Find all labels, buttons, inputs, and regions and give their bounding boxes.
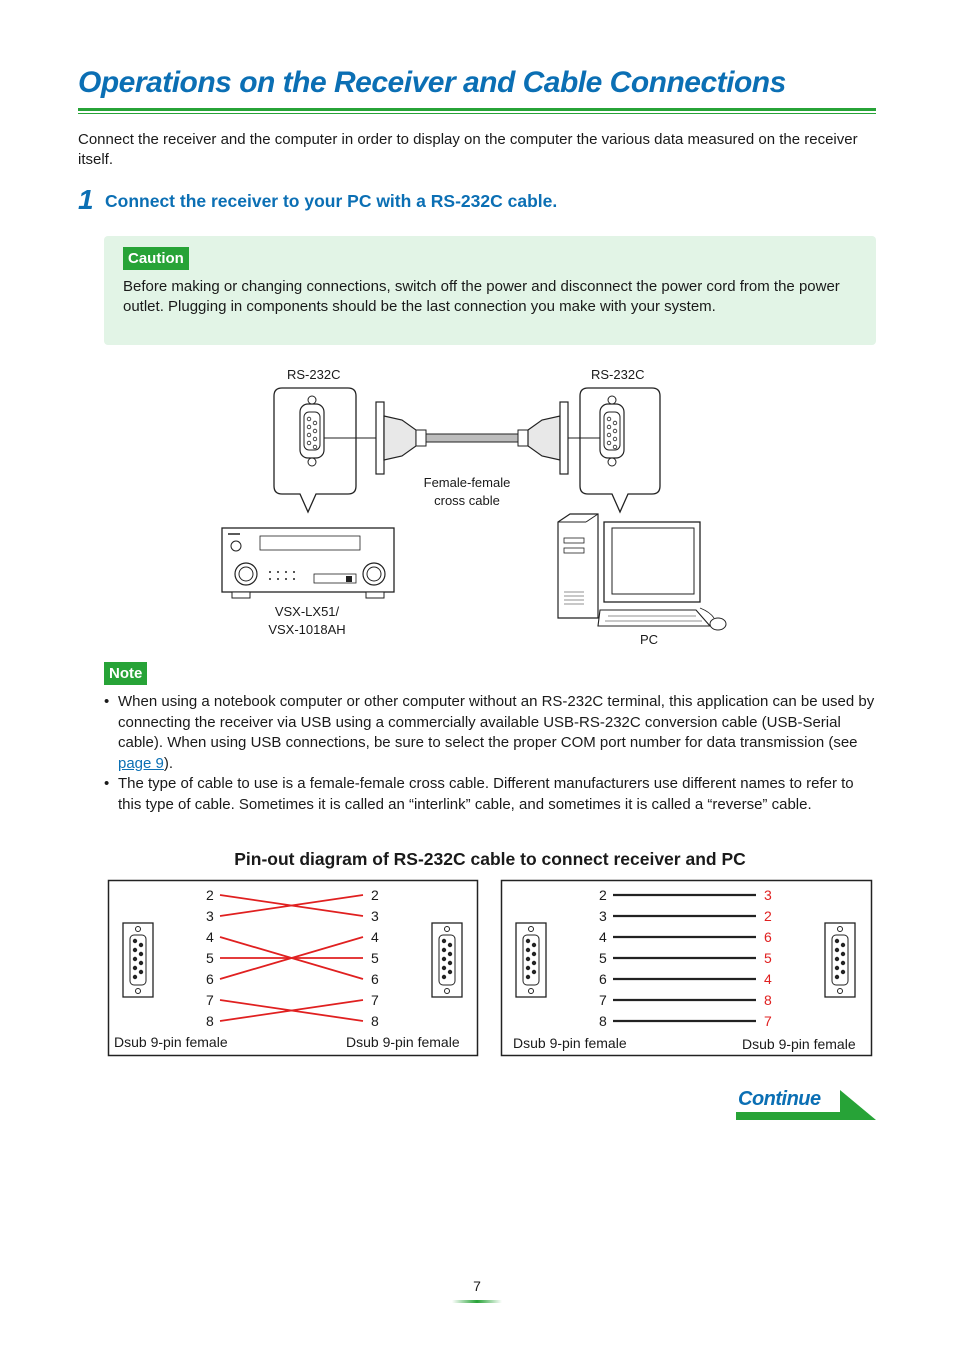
cable-label-line1: Female-female [423,475,511,490]
bullet: • [104,775,110,792]
page-number-underline [452,1300,502,1303]
pinout-heading: Pin-out diagram of RS-232C cable to connect receiver and PC [234,849,746,869]
left-panel-right-connector [432,923,462,997]
left-panel-pin-label: 3 [371,908,379,924]
note-list [104,692,876,815]
note-item-usb [104,692,876,774]
left-panel-pin-label: 2 [371,887,379,903]
bullet: • [104,693,110,710]
step-number: 1 [78,184,94,215]
right-panel-mapped-pin-label: 4 [764,971,772,987]
right-panel-left-connector [516,923,546,997]
right-panel-pin-label: 7 [599,992,607,1008]
pc-illustration [558,514,726,630]
right-panel-mapped-pin-label: 5 [764,950,772,966]
left-port-callout [274,388,376,512]
pinout-right-panel [502,881,872,1056]
title-rule [78,108,876,114]
left-panel-right-caption: Dsub 9-pin female [346,1034,460,1050]
left-panel-left-caption: Dsub 9-pin female [114,1034,228,1050]
receiver-label-line2: VSX-1018AH [268,622,346,637]
left-panel-left-connector [123,923,153,997]
left-panel-pin-label: 7 [206,992,214,1008]
right-panel-pin-label: 5 [599,950,607,966]
left-panel-pin-label: 7 [371,992,379,1008]
right-panel-pin-label: 2 [599,887,607,903]
left-panel-pin-label: 2 [206,887,214,903]
right-panel-left-caption: Dsub 9-pin female [513,1035,627,1051]
left-panel-pin-label: 5 [206,950,214,966]
caution-box [104,236,876,345]
intro-paragraph: Connect the receiver and the computer in order to display on the computer the various data measured on the receiver itself. [78,131,858,168]
continue-button[interactable] [736,1086,876,1122]
right-port-callout [566,388,660,512]
right-panel-right-caption: Dsub 9-pin female [742,1036,856,1052]
left-panel-pin-label: 6 [371,971,379,987]
pc-label: PC [639,632,659,647]
pinout-diagram [100,875,880,1061]
left-panel-pin-label: 3 [206,908,214,924]
right-panel-mapped-pin-label: 3 [764,887,772,903]
left-panel-pin-label: 5 [371,950,379,966]
note-item-cable-type [104,774,876,815]
right-panel-pin-label: 3 [599,908,607,924]
note-badge: Note [104,662,147,685]
right-port-label: RS-232C [591,367,645,382]
right-panel-mapped-pin-label: 6 [764,929,772,945]
cable-label-line2: cross cable [434,493,500,508]
caution-badge: Caution [123,247,189,270]
right-panel-mapped-pin-label: 7 [764,1013,772,1029]
note-item-cable-type-text: The type of cable to use is a female-female cross cable. Different manufacturers use different names to refer to this type of cable. Sometimes it is called an “interlink” cable, and sometimes it is called a “reverse” cable. [118,775,854,813]
step-heading: Connect the receiver to your PC with a RS-232C cable. [105,191,558,211]
page-title: Operations on the Receiver and Cable Connections [78,66,786,99]
page-9-link[interactable]: page 9 [118,754,164,772]
note-item-usb-end: ). [163,754,174,772]
continue-label: Continue [738,1088,821,1110]
receiver-illustration [222,528,394,598]
pinout-left-panel [109,881,478,1056]
page-number: 7 [473,1278,481,1294]
left-panel-pin-label: 6 [206,971,214,987]
caution-text: Before making or changing connections, switch off the power and disconnect the power cord from the power outlet. Plugging in components should be the last connection you make with your system. [123,278,840,315]
connection-diagram [200,360,760,660]
note-item-usb-text: When using a notebook computer or other computer without an RS-232C terminal, this application can be used by connecting the receiver via USB using a commercially available USB-RS-232C conversion cable (USB-Serial cable). When using USB connections, be sure to select the proper COM port number for data transmission (see [118,693,875,751]
right-panel-right-connector [825,923,855,997]
right-panel-mapped-pin-label: 8 [764,992,772,1008]
right-panel-pin-label: 8 [599,1013,607,1029]
cross-cable [376,402,568,474]
left-panel-pin-label: 4 [206,929,214,945]
right-panel-mapped-pin-label: 2 [764,908,772,924]
right-panel-pin-label: 4 [599,929,607,945]
right-panel-pin-label: 6 [599,971,607,987]
left-panel-pin-label: 8 [206,1013,214,1029]
left-port-label: RS-232C [287,367,341,382]
receiver-label-line1: VSX-LX51/ [274,604,340,619]
left-panel-pin-label: 8 [371,1013,379,1029]
left-panel-pin-label: 4 [371,929,379,945]
